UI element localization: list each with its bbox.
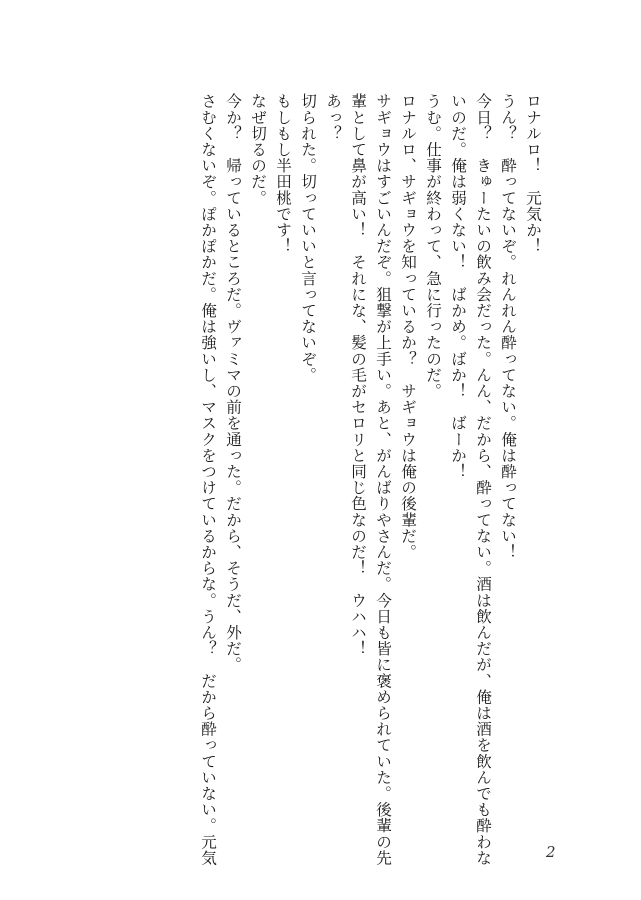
text-line: 切られた。切っていいと言ってないぞ。 (299, 93, 317, 383)
text-line: さむくないぞ。ぽかぽかだ。俺は強いし、マスクをつけているからな。うん？ だから酔っていない。元気 (199, 93, 217, 866)
text-line: なぜ切るのだ。 (249, 93, 267, 206)
text-line: ロナルロ、サギョウを知っているか？ サギョウは俺の後輩だ。 (399, 93, 417, 560)
text-line: 今日？ きゅーたいの飲み会だった。んん、だから、酔ってない。酒は飲んだが、俺は酒を飲んでも酔わな (474, 93, 492, 866)
text-line: いのだ。俺は弱くない！ ばかめ。ばか！ ばーか！ (449, 93, 467, 480)
text-line: ロナルロ！ 元気か！ (524, 93, 542, 254)
text-line: 輩として鼻が高い！ それにな、髪の毛がセロリと同じ色なのだ！ ウハハ！ (349, 93, 367, 657)
text-line: あっ？ (324, 93, 342, 142)
page-number: 2 (546, 843, 556, 861)
text-line: もしもし半田桃です！ (274, 93, 292, 254)
text-line: 今か？ 帰っているところだ。ヴァミマの前を通った。だから、そうだ、外だ。 (224, 93, 242, 673)
text-line: うむ。仕事が終わって、急に行ったのだ。 (424, 93, 442, 399)
text-line: うん？ 酔ってないぞ。れんれん酔ってない。俺は酔ってない！ (499, 93, 517, 560)
text-line: サギョウはすごいんだぞ。狙撃が上手い。あと、がんばりやさんだ。今日も皆に褒められていた。後輩の先 (374, 93, 392, 866)
vertical-text-body (195, 93, 545, 866)
